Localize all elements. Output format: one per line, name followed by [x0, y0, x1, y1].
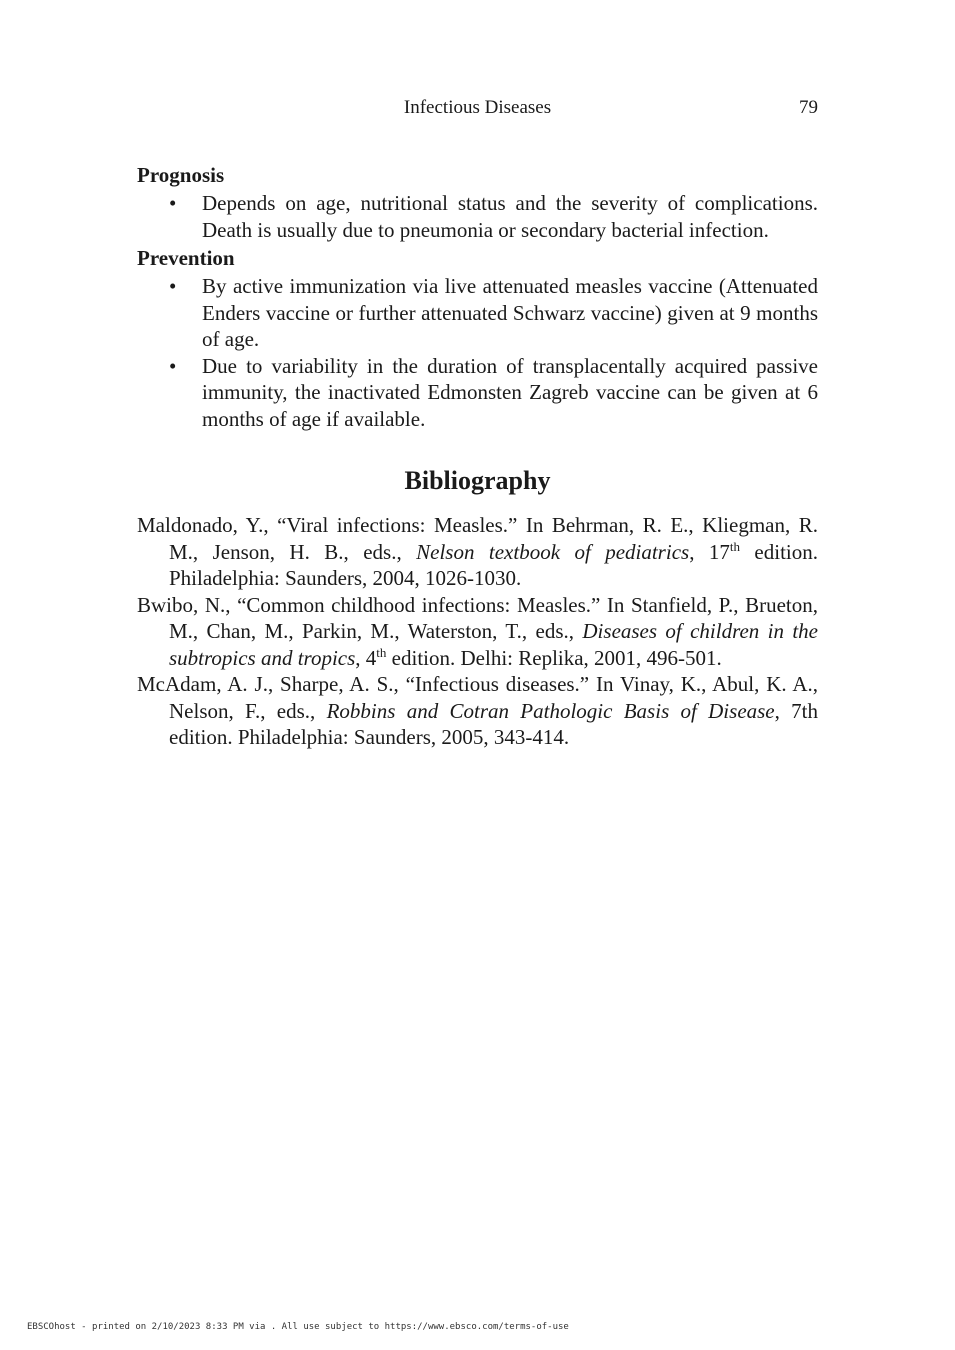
reference-entry — [137, 592, 818, 672]
reference-title: Diseases of children in the subtropics and tropics — [169, 619, 818, 670]
prevention-heading: Prevention — [137, 246, 235, 270]
bibliography-heading: Bibliography — [404, 466, 551, 495]
list-item — [137, 273, 818, 353]
bullet-icon: • — [169, 274, 177, 298]
reference-text: McAdam, A. J., Sharpe, A. S., “Infectious diseases.” In Vinay, K., Abul, K. A., Nelson, F., eds., — [137, 672, 818, 723]
prognosis-list — [137, 190, 818, 243]
running-header — [137, 97, 818, 121]
footer-notice: EBSCOhost - printed on 2/10/2023 8:33 PM via . All use subject to https://www.ebsco.com/terms-of-use — [27, 1322, 569, 1332]
reference-text: Maldonado, Y., “Viral infections: Measles.” In Behrman, R. E., Kliegman, R. M., Jenson, H. B., eds., — [137, 513, 818, 564]
prevention-list — [137, 273, 818, 432]
reference-text: Bwibo, N., “Common childhood infections: Measles.” In Stanfield, P., Brueton, M., Chan, M., Parkin, M., Waterston, T., eds., — [137, 592, 818, 643]
reference-text: edition. Delhi: Replika, 2001, 496-501. — [386, 645, 722, 670]
reference-title: Robbins and Cotran Pathologic Basis of Disease — [326, 698, 775, 723]
ordinal-suffix: th — [376, 644, 387, 660]
list-item-text: By active immunization via live attenuated measles vaccine (Attenuated Enders vaccine or further attenuated Schwarz vaccine) given at 9 months of age. — [202, 274, 818, 351]
reference-entry — [137, 671, 818, 751]
list-item-text: Depends on age, nutritional status and the severity of complications. Death is usually due to pneumonia or secondary bacterial infection. — [202, 191, 818, 242]
page-content — [137, 160, 818, 751]
reference-text: , 7th edition. Philadelphia: Saunders, 2005, 343-414. — [169, 698, 819, 749]
reference-title: Nelson textbook of pediatrics — [416, 539, 690, 564]
list-item — [137, 190, 818, 243]
running-title: Infectious Diseases — [403, 97, 552, 118]
ordinal-suffix: th — [729, 538, 740, 554]
reference-entry — [137, 512, 818, 592]
reference-text: , 4 — [355, 645, 377, 670]
reference-list — [137, 512, 818, 751]
page-number: 79 — [799, 97, 818, 118]
reference-text: edition. Philadelphia: Saunders, 2004, 1026-1030. — [169, 539, 818, 590]
prognosis-heading: Prognosis — [137, 163, 225, 187]
bullet-icon: • — [169, 191, 177, 215]
list-item-text: Due to variability in the duration of transplacentally acquired passive immunity, the inactivated Edmonsten Zagreb vaccine can be given at 6 months of age if available. — [202, 353, 818, 431]
bullet-icon: • — [169, 353, 177, 378]
reference-text: , 17 — [689, 539, 730, 564]
list-item — [137, 353, 818, 433]
